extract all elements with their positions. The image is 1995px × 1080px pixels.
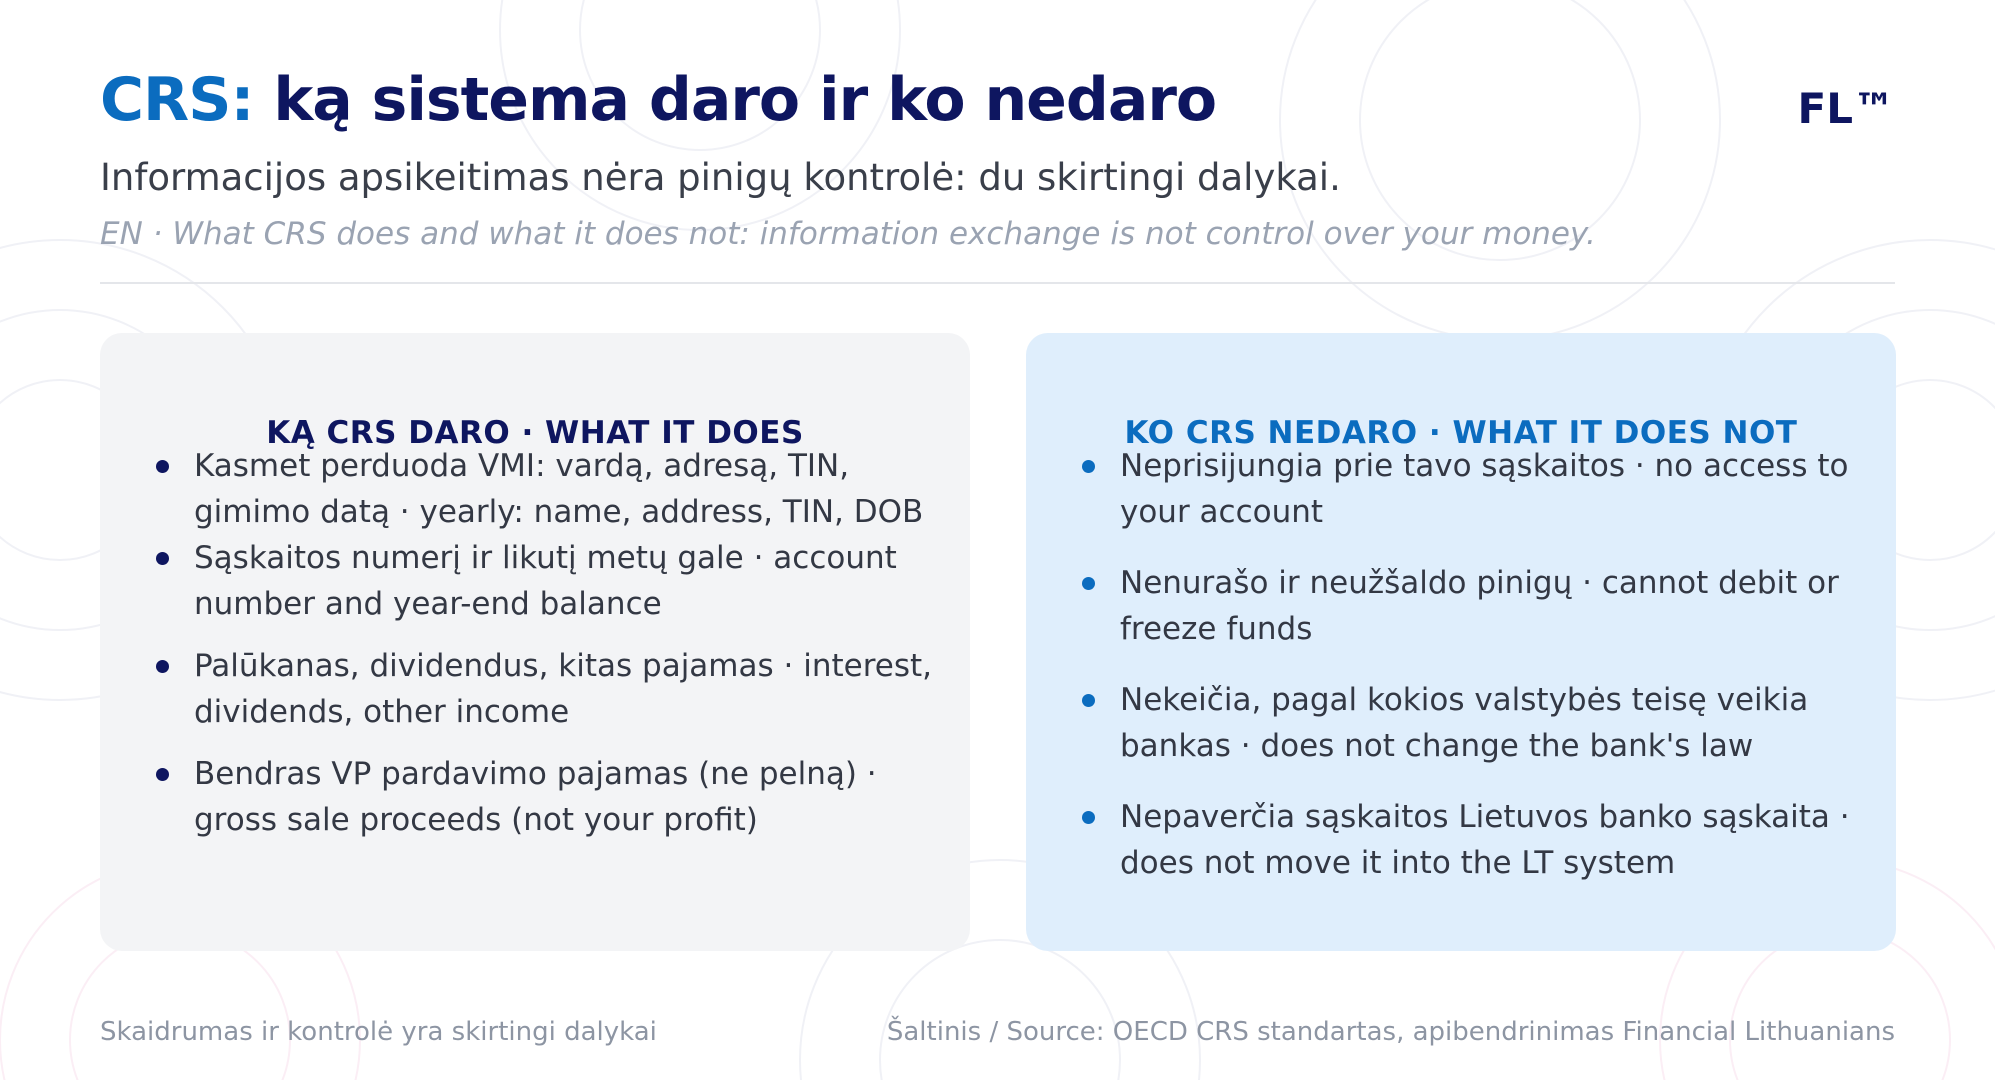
list-item	[150, 443, 940, 535]
list-item-text: Nekeičia, pagal kokios valstybės teisę veikia bankas · does not change the bank's law	[1120, 682, 1809, 764]
title-accent: CRS:	[100, 65, 254, 135]
card-title-does-not: KO CRS NEDARO · WHAT IT DOES NOT	[1124, 415, 1798, 451]
list-item-text: Sąskaitos numerį ir likutį metų gale · account number and year-end balance	[194, 540, 897, 622]
list-item	[150, 535, 940, 627]
does-list	[150, 443, 940, 859]
bullet-dot-icon	[1082, 694, 1095, 707]
card-what-it-does-not	[1026, 333, 1896, 951]
list-item-text: Palūkanas, dividendus, kitas pajamas · interest, dividends, other income	[194, 648, 932, 730]
title-rest: ką sistema daro ir ko nedaro	[253, 65, 1217, 135]
list-item	[1076, 560, 1866, 652]
bullet-dot-icon	[156, 552, 169, 565]
list-item	[150, 643, 940, 735]
bullet-dot-icon	[156, 660, 169, 673]
bullet-dot-icon	[1082, 811, 1095, 824]
list-item-text: Kasmet perduoda VMI: vardą, adresą, TIN, gimimo datą · yearly: name, address, TIN, DOB	[194, 448, 924, 530]
list-item-text: Nepaverčia sąskaitos Lietuvos banko sąskaita · does not move it into the LT system	[1120, 799, 1850, 881]
bullet-dot-icon	[156, 460, 169, 473]
list-item	[150, 751, 940, 843]
card-title-does: KĄ CRS DARO · WHAT IT DOES	[266, 415, 804, 451]
list-item	[1076, 794, 1866, 886]
list-item-text: Bendras VP pardavimo pajamas (ne pelną) · gross sale proceeds (not your profit)	[194, 756, 877, 838]
page-title	[100, 58, 1895, 142]
list-item	[1076, 443, 1866, 535]
list-item-text: Neprisijungia prie tavo sąskaitos · no access to your account	[1120, 448, 1849, 530]
card-what-it-does	[100, 333, 970, 951]
does-not-list	[1076, 443, 1866, 911]
header	[100, 58, 1895, 142]
bullet-dot-icon	[1082, 460, 1095, 473]
footer-source: Šaltinis / Source: OECD CRS standartas, apibendrinimas Financial Lithuanians	[886, 1017, 1895, 1047]
list-item	[1076, 677, 1866, 769]
list-item-text: Nenurašo ir neužšaldo pinigų · cannot debit or freeze funds	[1120, 565, 1839, 647]
bullet-dot-icon	[1082, 577, 1095, 590]
fl-logo: FL™	[1797, 84, 1895, 133]
subtitle-english: EN · What CRS does and what it does not: information exchange is not control over your money.	[100, 216, 1596, 252]
header-divider	[100, 282, 1895, 284]
subtitle: Informacijos apsikeitimas nėra pinigų kontrolė: du skirtingi dalykai.	[100, 156, 1341, 199]
footer-tagline: Skaidrumas ir kontrolė yra skirtingi dalykai	[100, 1017, 657, 1047]
bullet-dot-icon	[156, 768, 169, 781]
